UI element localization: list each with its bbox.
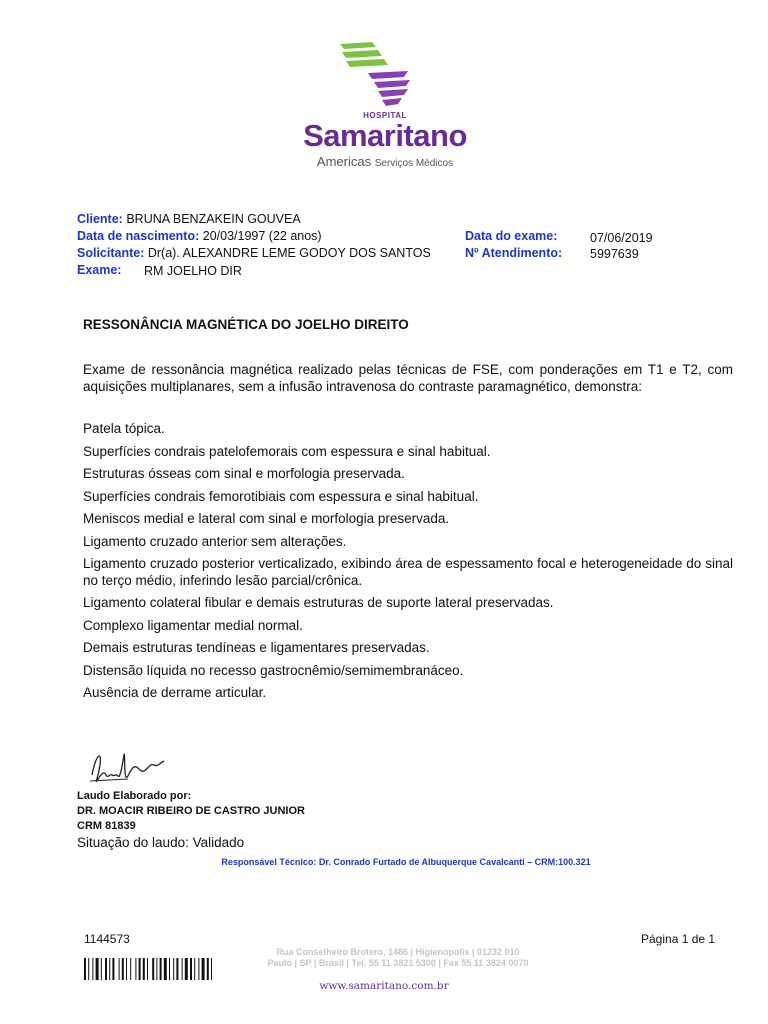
solicitante-row <box>77 245 431 262</box>
logo-name: Samaritano <box>303 118 467 153</box>
address-line-1: Rua Conselheiro Brotero, 1486 | Higienópolis | 01232 010 <box>276 947 520 957</box>
logo-hospital-text: HOSPITAL <box>363 111 407 120</box>
page-number: Página 1 de 1 <box>641 932 716 946</box>
barcode-icon <box>84 958 244 980</box>
atendimento-label: Nº Atendimento: <box>465 246 563 260</box>
report-status: Situação do laudo: Validado <box>77 835 245 850</box>
data-exame-value: 07/06/2019 <box>590 231 653 245</box>
finding-item: Patela tópica. <box>83 421 165 436</box>
footer-address <box>246 947 550 969</box>
cliente-value: BRUNA BENZAKEIN GOUVEA <box>126 212 301 226</box>
atendimento-value: 5997639 <box>590 247 639 261</box>
address-line-2: Paulo | SP | Brasil | Tel. 55 11 3821 5300 | Fax 55 11 3824 0070 <box>267 958 529 968</box>
finding-item: Ausência de derrame articular. <box>83 685 267 700</box>
cliente-row <box>77 211 301 228</box>
logo-sub-main: Americas <box>316 154 372 169</box>
finding-item: Estruturas ósseas com sinal e morfologia preservada. <box>83 466 405 481</box>
finding-item: Demais estruturas tendíneas e ligamentares preservadas. <box>83 640 430 655</box>
samaritano-logo-icon <box>338 40 430 108</box>
findings-list <box>83 421 733 708</box>
hospital-logo <box>300 40 470 175</box>
logo-subtitle <box>300 154 470 169</box>
doctor-name: DR. MOACIR RIBEIRO DE CASTRO JUNIOR <box>77 805 305 817</box>
nascimento-label: Data de nascimento: <box>77 229 200 243</box>
finding-item: Superfícies condrais patelofemorais com espessura e sinal habitual. <box>83 443 491 459</box>
responsavel-tecnico: Responsável Técnico: Dr. Conrado Furtado de Albuquerque Cavalcanti – CRM:100.321 <box>221 857 591 867</box>
solicitante-label: Solicitante: <box>77 246 145 260</box>
finding-item: Ligamento cruzado posterior verticalizado, exibindo área de espessamento focal e heterogeneidade do sinal no terço médio, inferindo lesão parcial/crônica. <box>83 556 733 588</box>
exame-value: RM JOELHO DIR <box>144 264 242 278</box>
website-link[interactable]: www.samaritano.com.br <box>319 980 449 992</box>
data-exame-label: Data do exame: <box>465 229 558 243</box>
signature-icon <box>88 745 168 787</box>
finding-item: Ligamento cruzado anterior sem alterações. <box>83 533 347 549</box>
nascimento-value: 20/03/1997 (22 anos) <box>202 229 322 243</box>
cliente-label: Cliente: <box>77 212 123 226</box>
signature-block <box>77 789 305 834</box>
report-intro: Exame de ressonância magnética realizado pelas técnicas de FSE, com ponderações em T1 e T2, com aquisições multiplanares, sem a infusão intravenosa do contraste paramagnético, demonstra: <box>83 362 733 394</box>
report-title: RESSONÂNCIA MAGNÉTICA DO JOELHO DIREITO <box>83 317 409 332</box>
laudo-elaborado-label: Laudo Elaborado por: <box>77 790 192 802</box>
exame-row <box>77 262 121 279</box>
finding-item: Superfícies condrais femorotibiais com espessura e sinal habitual. <box>83 488 479 504</box>
finding-item: Meniscos medial e lateral com sinal e morfologia preservada. <box>83 511 450 526</box>
finding-item: Distensão líquida no recesso gastrocnêmio/semimembranáceo. <box>83 662 464 678</box>
finding-item: Complexo ligamentar medial normal. <box>83 617 303 633</box>
exame-label: Exame: <box>77 263 122 277</box>
finding-item: Ligamento colateral fibular e demais estruturas de suporte lateral preservadas. <box>83 595 554 610</box>
logo-sub-rest: Serviços Médicos <box>374 158 454 169</box>
document-number: 1144573 <box>84 932 130 946</box>
solicitante-value: Dr(a). ALEXANDRE LEME GODOY DOS SANTOS <box>147 246 431 260</box>
doctor-crm: CRM 81839 <box>77 820 136 832</box>
nascimento-row <box>77 228 322 245</box>
